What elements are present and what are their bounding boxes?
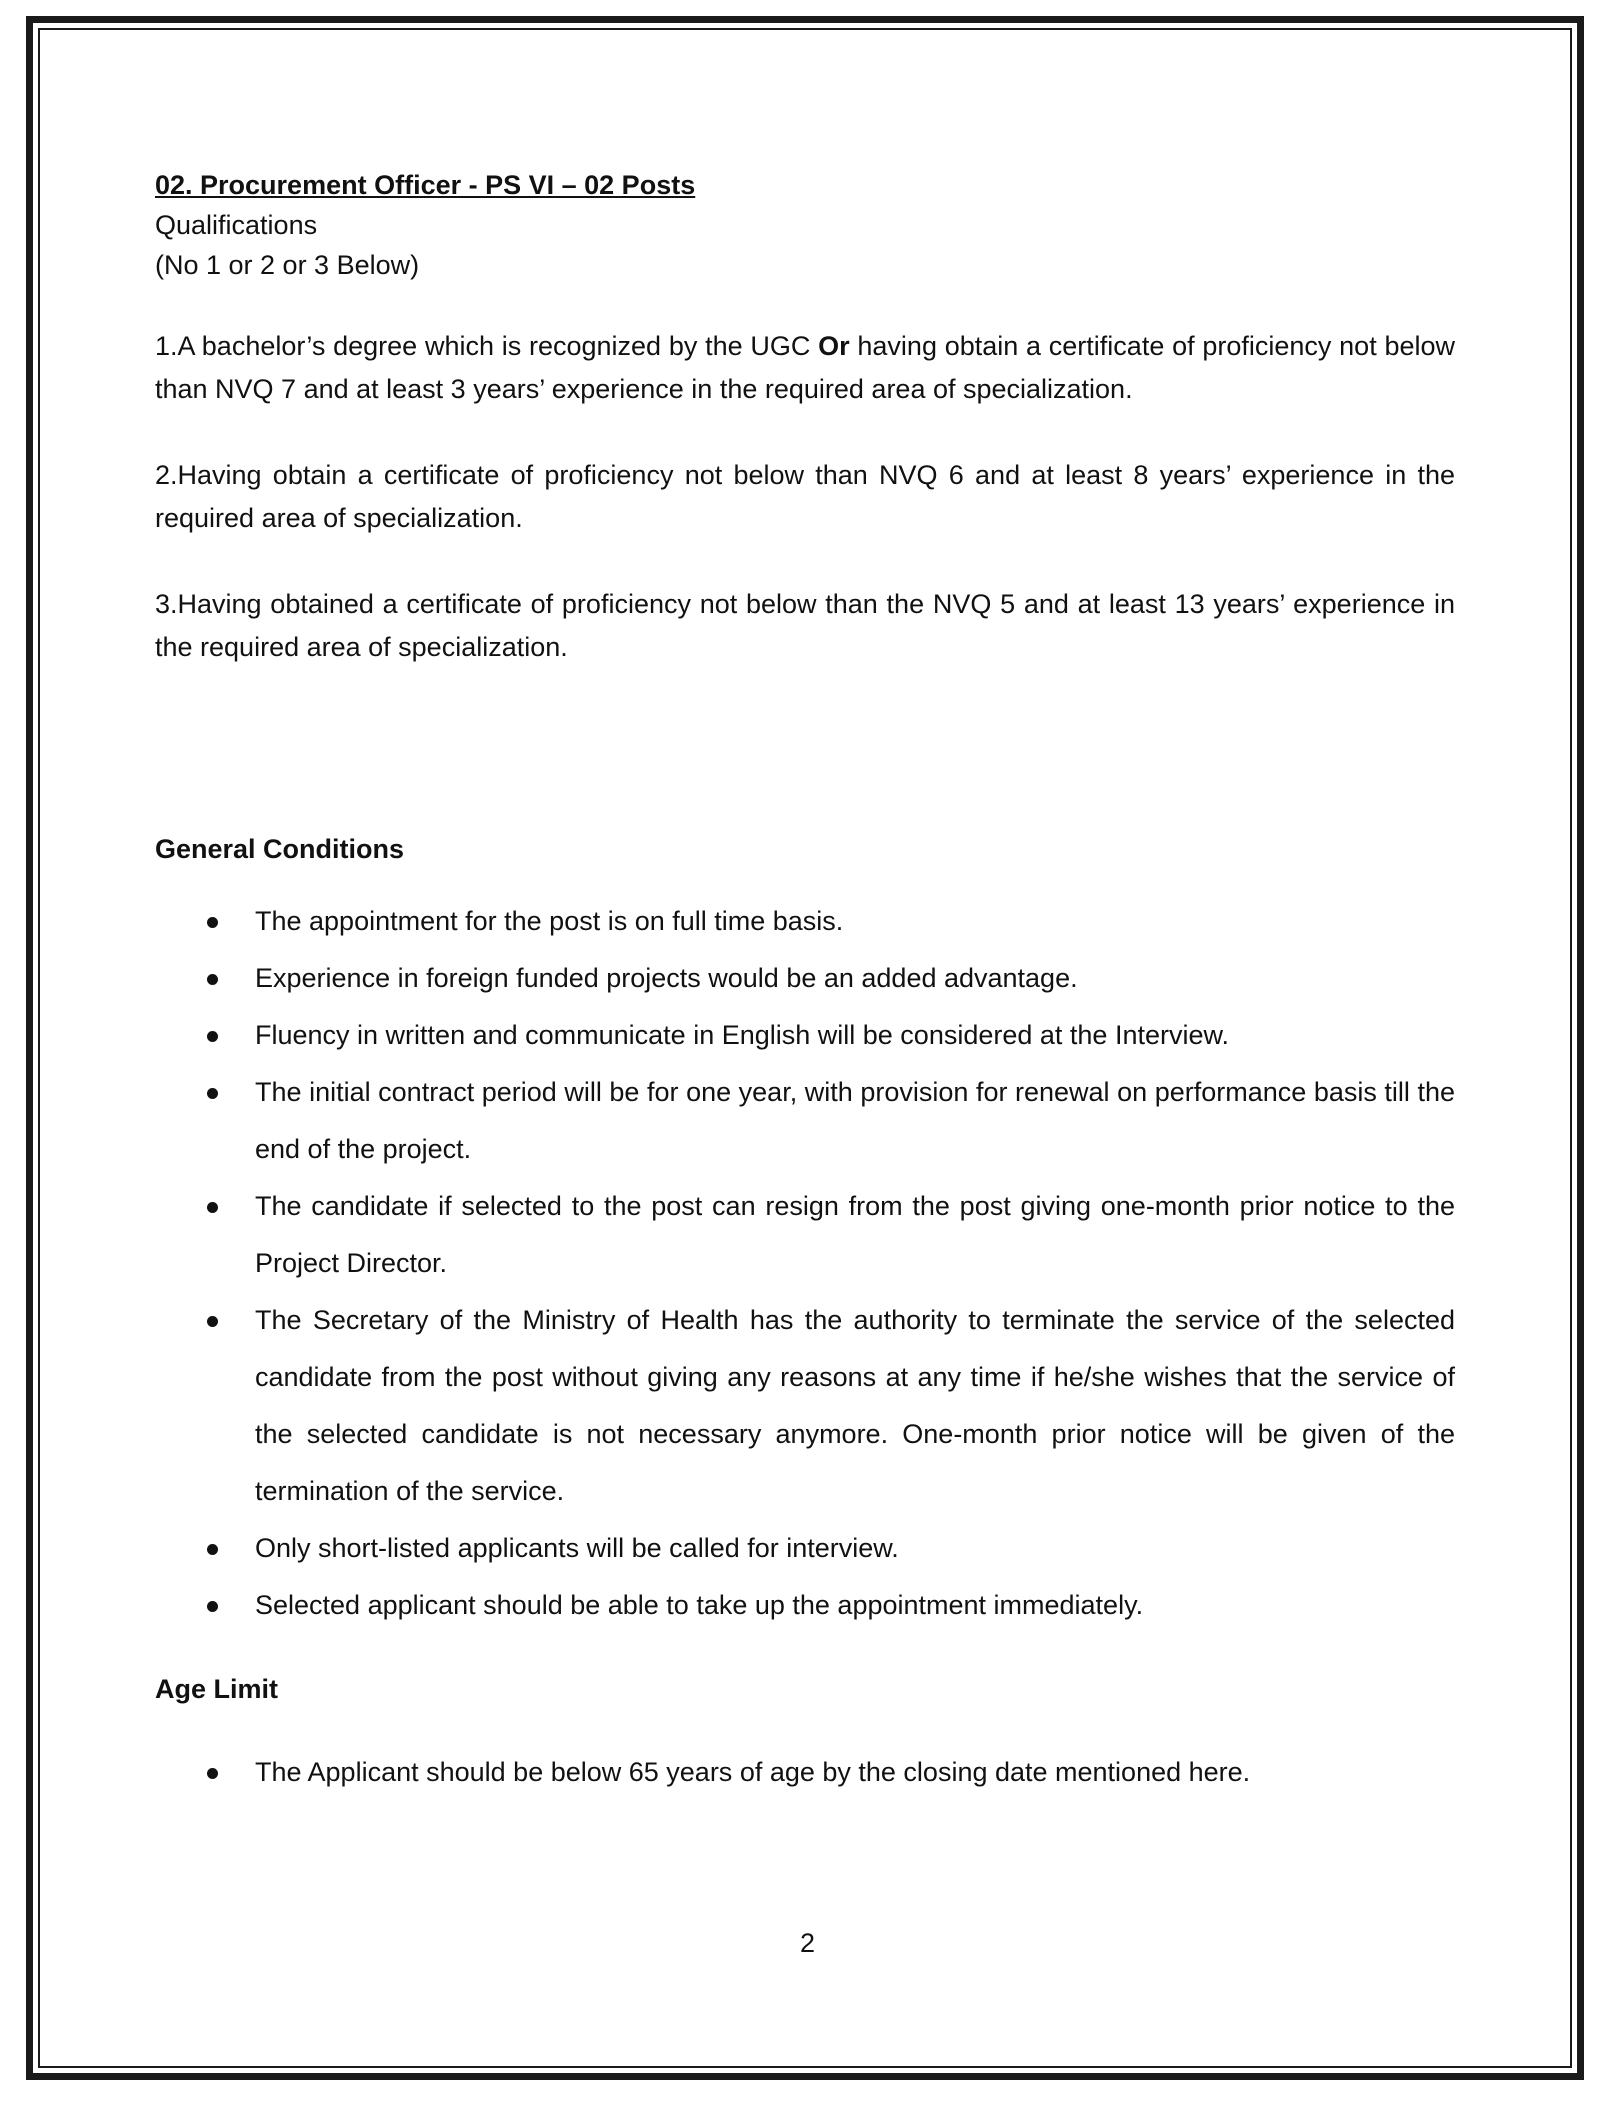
qualification-2: 2.Having obtain a certificate of proficiency not below than NVQ 6 and at least 8 years’ experience in the required area of specialization. [155,460,1455,533]
bullet-icon [207,1088,218,1099]
list-item [155,893,1455,950]
general-conditions-title: General Conditions [155,834,405,864]
list-item [155,1178,1455,1292]
document-body [155,165,1455,1801]
qualifications-note: (No 1 or 2 or 3 Below) [155,250,420,280]
age-limit-title: Age Limit [155,1674,279,1704]
list-item [155,1577,1455,1634]
list-item [155,1064,1455,1178]
qualifications-label: Qualifications [155,210,318,240]
bullet-icon [207,1202,218,1213]
bullet-icon [207,917,218,928]
bullet-icon [207,1031,218,1042]
bullet-icon [207,1768,218,1779]
condition-text: Selected applicant should be able to take up the appointment immediately. [255,1590,1144,1620]
condition-text: Only short-listed applicants will be called for interview. [255,1533,899,1563]
condition-text: The candidate if selected to the post can resign from the post giving one-month prior notice to the Project Director. [255,1191,1455,1278]
bullet-icon [207,1544,218,1555]
bullet-icon [207,1316,218,1327]
post-heading: 02. Procurement Officer - PS VI – 02 Posts [155,170,696,200]
qualification-1-part2: having obtain a certificate of proficiency not below than NVQ 7 and at least 3 years’ experience in the required area of specialization. [155,331,1455,404]
condition-text: Experience in foreign funded projects would be an added advantage. [255,963,1078,993]
condition-text: Fluency in written and communicate in English will be considered at the Interview. [255,1020,1229,1050]
general-conditions-list [155,893,1455,1634]
list-item [155,1292,1455,1520]
condition-text: The Secretary of the Ministry of Health has the authority to terminate the service of the selected candidate from the post without giving any reasons at any time if he/she wishes that the service of the selected candidate is not necessary anymore. One-month prior notice will be given of the termination of the service. [255,1305,1455,1506]
list-item [155,1744,1455,1801]
age-limit-text: The Applicant should be below 65 years of age by the closing date mentioned here. [255,1757,1251,1787]
qualification-3: 3.Having obtained a certificate of proficiency not below than the NVQ 5 and at least 13 years’ experience in the required area of specialization. [155,589,1455,662]
qualification-1 [155,325,1455,411]
qualification-1-or: Or [818,331,850,361]
qualification-1-part1: 1.A bachelor’s degree which is recognized by the UGC [155,331,819,361]
list-item [155,950,1455,1007]
bullet-icon [207,1601,218,1612]
age-limit-list [155,1744,1455,1801]
condition-text: The initial contract period will be for one year, with provision for renewal on performance basis till the end of the project. [255,1077,1455,1164]
list-item [155,1007,1455,1064]
bullet-icon [207,974,218,985]
list-item [155,1520,1455,1577]
condition-text: The appointment for the post is on full time basis. [255,906,844,936]
page-number: 2 [799,1928,816,1958]
